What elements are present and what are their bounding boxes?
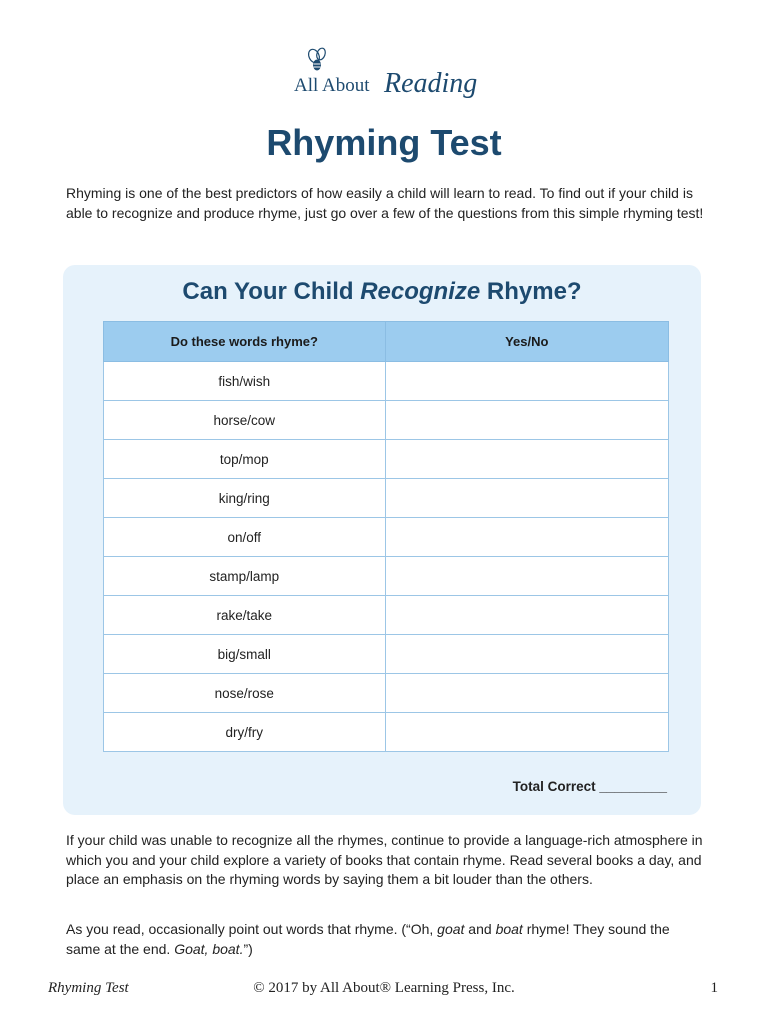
follow-up-paragraph: If your child was unable to recognize all the rhymes, continue to provide a language-rich atmosphere in which you and your child explore a variety of books that contain rhyme. Read several books a day, and place an emphasis on the rhyming words by saying them a bit louder than the others.: [66, 832, 703, 887]
footer-doc-title: Rhyming Test: [48, 980, 129, 996]
reading-tip-paragraph: [66, 920, 706, 959]
answer-cell[interactable]: [385, 596, 668, 635]
panel-title: [63, 276, 701, 308]
table-header-row: [104, 322, 669, 362]
rhyme-table: [103, 321, 669, 752]
answer-cell[interactable]: [385, 557, 668, 596]
bee-icon: [307, 47, 327, 71]
tip-text: ”): [243, 940, 253, 957]
page-number: 1: [710, 980, 718, 996]
tip-emphasis: boat: [495, 921, 523, 937]
tip-emphasis: goat: [437, 921, 465, 937]
logo-prefix: All About: [294, 75, 370, 96]
tip-emphasis: Goat, boat.: [174, 940, 244, 957]
table-row: [104, 362, 669, 401]
table-row: [104, 440, 669, 479]
all-about-reading-logo: [284, 44, 484, 106]
answer-cell[interactable]: [385, 401, 668, 440]
tip-text: and: [464, 921, 496, 937]
panel-title-emphasis: Recognize: [360, 278, 481, 305]
word-pair-cell: big/small: [104, 635, 386, 674]
word-pair-cell: dry/fry: [104, 713, 386, 752]
word-pair-cell: nose/rose: [104, 674, 386, 713]
table-row: [104, 596, 669, 635]
page-title: Rhyming Test: [266, 122, 502, 163]
answer-cell[interactable]: [385, 479, 668, 518]
panel-title-start: Can Your Child: [182, 278, 361, 305]
tip-text: rhyme! They sound the same at the end.: [66, 921, 670, 957]
word-pair-cell: on/off: [104, 518, 386, 557]
column-header-yes-no: Yes/No: [385, 322, 668, 362]
tip-text: As you read, occasionally point out words that rhyme. (“Oh,: [66, 921, 438, 937]
answer-cell[interactable]: [385, 518, 668, 557]
column-header-words: Do these words rhyme?: [104, 322, 386, 362]
total-correct: Total Correct _________: [512, 779, 667, 794]
table-row: [104, 479, 669, 518]
table-row: [104, 557, 669, 596]
word-pair-cell: fish/wish: [104, 362, 386, 401]
answer-cell[interactable]: [385, 362, 668, 401]
table-row: [104, 635, 669, 674]
answer-cell[interactable]: [385, 713, 668, 752]
brand-logo: [0, 44, 768, 108]
answer-cell[interactable]: [385, 635, 668, 674]
panel-title-end: Rhyme?: [480, 278, 582, 305]
word-pair-cell: king/ring: [104, 479, 386, 518]
word-pair-cell: stamp/lamp: [104, 557, 386, 596]
table-row: [104, 518, 669, 557]
answer-cell[interactable]: [385, 674, 668, 713]
copyright-notice: © 2017 by All About® Learning Press, Inc.: [253, 980, 515, 996]
word-pair-cell: top/mop: [104, 440, 386, 479]
table-row: [104, 674, 669, 713]
logo-script: Reading: [384, 68, 478, 99]
answer-cell[interactable]: [385, 440, 668, 479]
page-footer: [0, 980, 768, 1000]
word-pair-cell: horse/cow: [104, 401, 386, 440]
table-row: [104, 713, 669, 752]
table-row: [104, 401, 669, 440]
word-pair-cell: rake/take: [104, 596, 386, 635]
intro-paragraph: Rhyming is one of the best predictors of how easily a child will learn to read. To find out if your child is able to recognize and produce rhyme, just go over a few of the questions from this simple rhyming test!: [66, 185, 704, 221]
